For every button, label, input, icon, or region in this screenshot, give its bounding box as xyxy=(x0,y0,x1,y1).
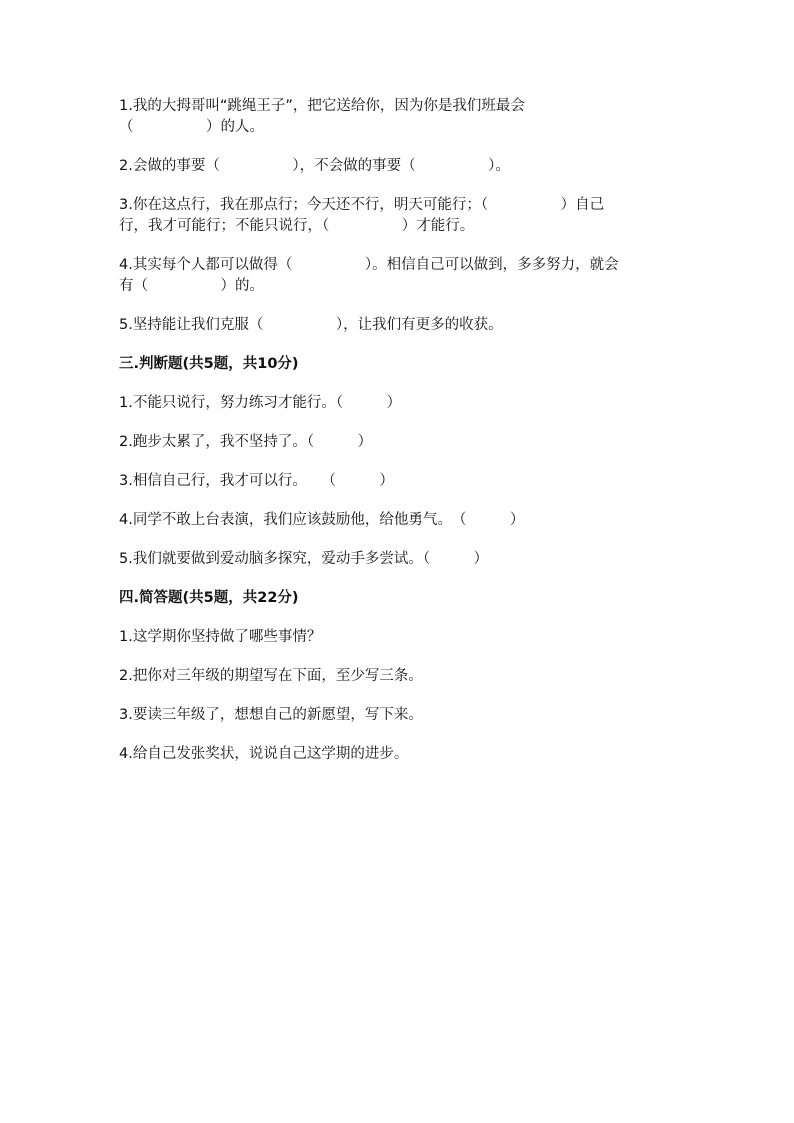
question-line: （ ）的人。 xyxy=(119,119,264,135)
judge-item-3: 3.相信自己行，我才可以行。 （ ） xyxy=(119,473,394,489)
judge-item-2: 2.跑步太累了，我不坚持了。（ ） xyxy=(119,434,373,450)
section-short xyxy=(119,588,689,765)
worksheet-page xyxy=(119,96,689,783)
short-item-2: 2.把你对三年级的期望写在下面，至少写三条。 xyxy=(119,668,423,684)
judge-item-5: 5.我们就要做到爱动脑多探究，爱动手多尝试。（ ） xyxy=(119,551,489,567)
fill-blank-item-5 xyxy=(119,315,689,336)
question-line: 5.坚持能让我们克服（ ），让我们有更多的收获。 xyxy=(119,317,503,333)
short-item-4: 4.给自己发张奖状，说说自己这学期的进步。 xyxy=(119,746,409,762)
judge-item-4: 4.同学不敢上台表演，我们应该鼓励他，给他勇气。 （ ） xyxy=(119,512,525,528)
question-line: 3.你在这点行，我在那点行；今天还不行，明天可能行；（ ）自己 xyxy=(119,197,605,213)
fill-blank-item-3 xyxy=(119,195,689,237)
short-item-1: 1.这学期你坚持做了哪些事情？ xyxy=(119,629,322,645)
section-judge xyxy=(119,354,689,570)
question-line: 有（ ）的。 xyxy=(119,278,264,294)
section-title: 四.简答题(共5题，共22分) xyxy=(119,590,299,606)
fill-blank-item-1 xyxy=(119,96,689,138)
short-item-3: 3.要读三年级了，想想自己的新愿望，写下来。 xyxy=(119,707,423,723)
question-line: 2.会做的事要（ ），不会做的事要（ ）。 xyxy=(119,158,510,174)
question-line: 4.其实每个人都可以做得（ ）。相信自己可以做到，多多努力，就会 xyxy=(119,257,619,273)
question-line: 行，我才可能行；不能只说行，（ ）才能行。 xyxy=(119,218,475,234)
section-title: 三.判断题(共5题，共10分) xyxy=(119,356,299,372)
question-line: 1.我的大拇哥叫“跳绳王子”，把它送给你，因为你是我们班最会 xyxy=(119,98,525,114)
fill-blank-item-4 xyxy=(119,255,689,297)
judge-item-1: 1.不能只说行，努力练习才能行。（ ） xyxy=(119,395,402,411)
fill-blank-item-2 xyxy=(119,156,689,177)
